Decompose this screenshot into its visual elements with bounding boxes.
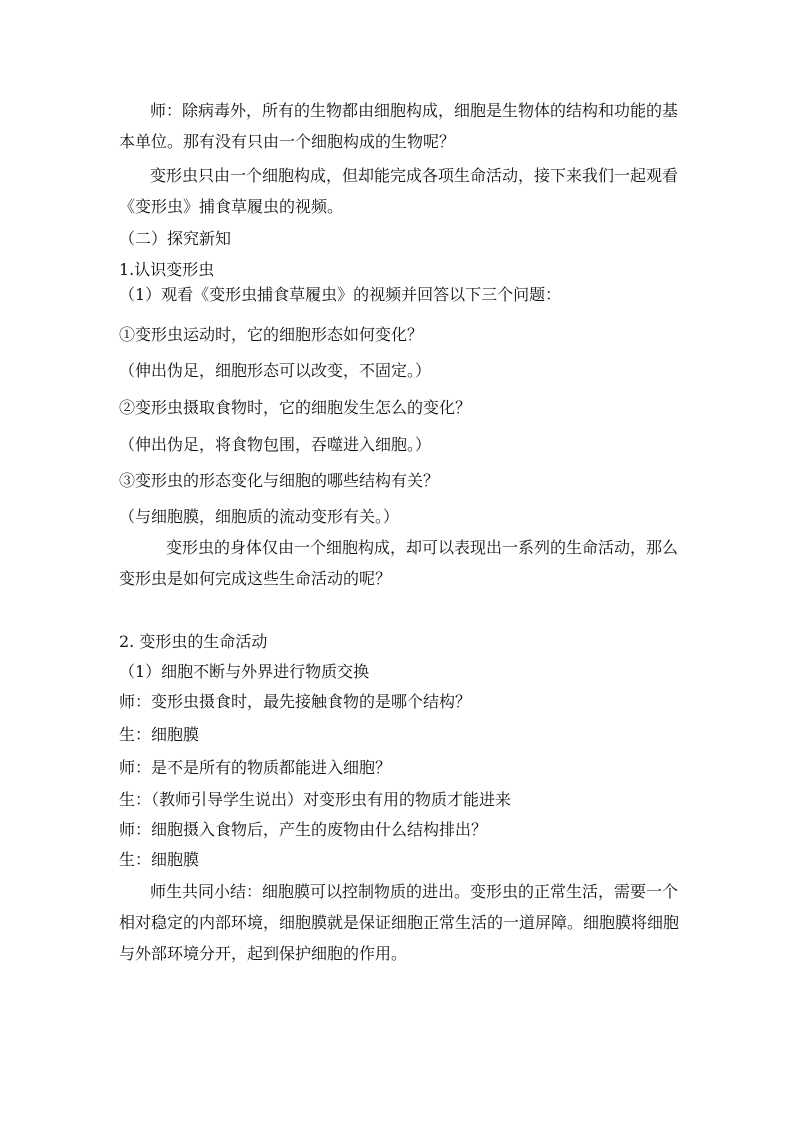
dialogue-teacher-2: 师：是不是所有的物质都能进入细胞？	[119, 758, 392, 777]
answer-2: （伸出伪足，将食物包围，吞噬进入细胞。）	[119, 435, 432, 454]
summary-line2: 相对稳定的内部环境，细胞膜就是保证细胞正常生活的一道屏障。细胞膜将细胞	[119, 913, 680, 932]
summary-line3: 与外部环境分开，起到保护细胞的作用。	[119, 944, 408, 963]
dialogue-student-2: 生：（教师引导学生说出）对变形虫有用的物质才能进来	[119, 790, 512, 809]
summary-line1: 师生共同小结：细胞膜可以控制物质的进出。变形虫的正常生活，需要一个	[150, 882, 679, 901]
dialogue-teacher-1: 师：变形虫摄食时，最先接触食物的是哪个结构？	[119, 692, 472, 711]
answer-1: （伸出伪足，细胞形态可以改变，不固定。）	[119, 361, 432, 380]
paragraph-teacher-intro-line2: 本单位。那有没有只由一个细胞构成的生物呢？	[119, 132, 456, 151]
question-1: ①变形虫运动时，它的细胞形态如何变化？	[119, 325, 424, 344]
dialogue-student-1: 生：细胞膜	[119, 725, 200, 744]
paragraph-transition-line2: 变形虫是如何完成这些生命活动的呢？	[119, 569, 392, 588]
question-3: ③变形虫的形态变化与细胞的哪些结构有关？	[119, 471, 440, 490]
dialogue-teacher-3: 师：细胞摄入食物后，产生的废物由什么结构排出？	[119, 820, 488, 839]
question-2: ②变形虫摄取食物时，它的细胞发生怎么的变化？	[119, 398, 472, 417]
paragraph-amoeba-intro-line2: 《变形虫》捕食草履虫的视频。	[119, 197, 344, 216]
subheading-life-activities: 2. 变形虫的生命活动	[119, 632, 268, 651]
section-heading-explore: （二）探究新知	[119, 229, 232, 248]
answer-3: （与细胞膜，细胞质的流动变形有关。）	[119, 507, 400, 526]
paragraph-amoeba-intro-line1: 变形虫只由一个细胞构成，但却能完成各项生命活动，接下来我们一起观看	[150, 166, 679, 185]
task-watch-video: （1）观看《变形虫捕食草履虫》的视频并回答以下三个问题：	[119, 285, 562, 304]
subheading-material-exchange: （1）细胞不断与外界进行物质交换	[119, 662, 370, 681]
paragraph-teacher-intro-line1: 师：除病毒外，所有的生物都由细胞构成，细胞是生物体的结构和功能的基	[150, 101, 679, 120]
dialogue-student-3: 生：细胞膜	[119, 850, 200, 869]
paragraph-transition-line1: 变形虫的身体仅由一个细胞构成，却可以表现出一系列的生命活动，那么	[166, 538, 679, 557]
subheading-know-amoeba: 1.认识变形虫	[119, 260, 215, 279]
